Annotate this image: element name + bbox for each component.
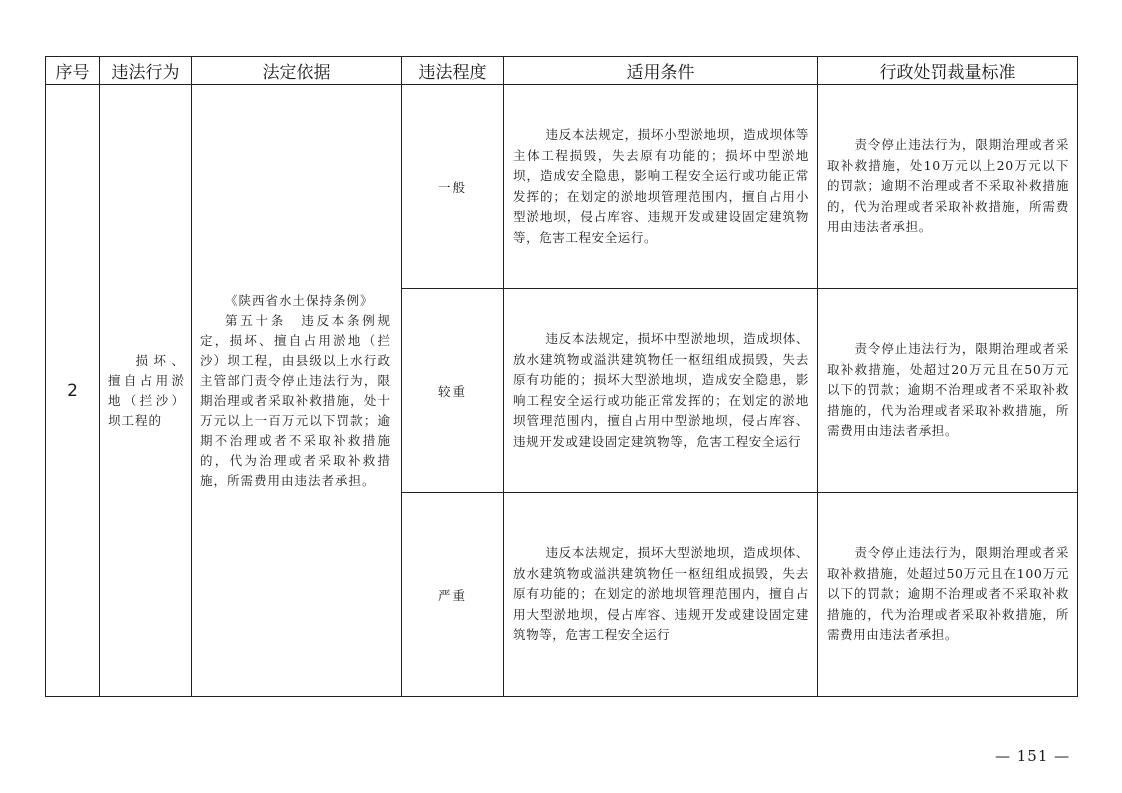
penalty-standard-table xyxy=(45,56,1078,697)
condition-severe: 违反本法规定，损坏大型淤地坝，造成坝体、放水建筑物或溢洪建筑物任一枢纽组成损毁，失去原有功能的；在划定的淤地坝管理范围内，擅自占用大型淤地坝，侵占库容、违规开发或建设固定建筑物等，危害工程安全运行 xyxy=(504,493,818,697)
basis-title: 《陕西省水土保持条例》 xyxy=(225,292,374,308)
header-degree: 违法程度 xyxy=(402,57,504,85)
degree-serious: 较重 xyxy=(402,289,504,493)
header-seq: 序号 xyxy=(46,57,100,85)
header-condition: 适用条件 xyxy=(504,57,818,85)
header-standard: 行政处罚裁量标准 xyxy=(818,57,1078,85)
standard-serious: 责令停止违法行为，限期治理或者采取补救措施，处超过20万元且在50万元以下的罚款；逾期不治理或者不采取补救措施的，代为治理或者采取补救措施，所需费用由违法者承担。 xyxy=(818,289,1078,493)
row-behavior xyxy=(100,85,192,697)
degree-severe: 严重 xyxy=(402,493,504,697)
standard-general: 责令停止违法行为，限期治理或者采取补救措施，处10万元以上20万元以下的罚款；逾期不治理或者不采取补救措施的，代为治理或者采取补救措施，所需费用由违法者承担。 xyxy=(818,85,1078,289)
basis-body: 第五十条 违反本条例规定，损坏、擅自占用淤地（拦沙）坝工程，由县级以上水行政主管部门责令停止违法行为，限期治理或者采取补救措施，处十万元以上一百万元以下罚款；逾期不治理或者不采取补救措施的，代为治理或者采取补救措施，所需费用由违法者承担。 xyxy=(200,312,391,488)
condition-serious: 违反本法规定，损坏中型淤地坝，造成坝体、放水建筑物或溢洪建筑物任一枢纽组成损毁，失去原有功能的；损坏大型淤地坝，造成安全隐患，影响工程安全运行或功能正常发挥的；在划定的淤地坝管理范围内，擅自占用中型淤地坝，侵占库容、违规开发或建设固定建筑物等，危害工程安全运行 xyxy=(504,289,818,493)
standard-severe: 责令停止违法行为，限期治理或者采取补救措施，处超过50万元且在100万元以下的罚款；逾期不治理或者不采取补救措施的，代为治理或者采取补救措施，所需费用由违法者承担。 xyxy=(818,493,1078,697)
row-seq: 2 xyxy=(46,85,100,697)
header-row xyxy=(46,57,1078,85)
table-row xyxy=(46,85,1078,289)
page-number: — 151 — xyxy=(995,747,1071,765)
header-behavior: 违法行为 xyxy=(100,57,192,85)
condition-general: 违反本法规定，损坏小型淤地坝，造成坝体等主体工程损毁，失去原有功能的；损坏中型淤地坝，造成安全隐患，影响工程安全运行或功能正常发挥的；在划定的淤地坝管理范围内，擅自占用小型淤地坝，侵占库容、违规开发或建设固定建筑物等，危害工程安全运行。 xyxy=(504,85,818,289)
degree-general: 一般 xyxy=(402,85,504,289)
header-legal-basis: 法定依据 xyxy=(192,57,402,85)
behavior-text: 损坏、擅自占用淤地（拦沙）坝工程的 xyxy=(108,352,185,428)
row-legal-basis xyxy=(192,85,402,697)
